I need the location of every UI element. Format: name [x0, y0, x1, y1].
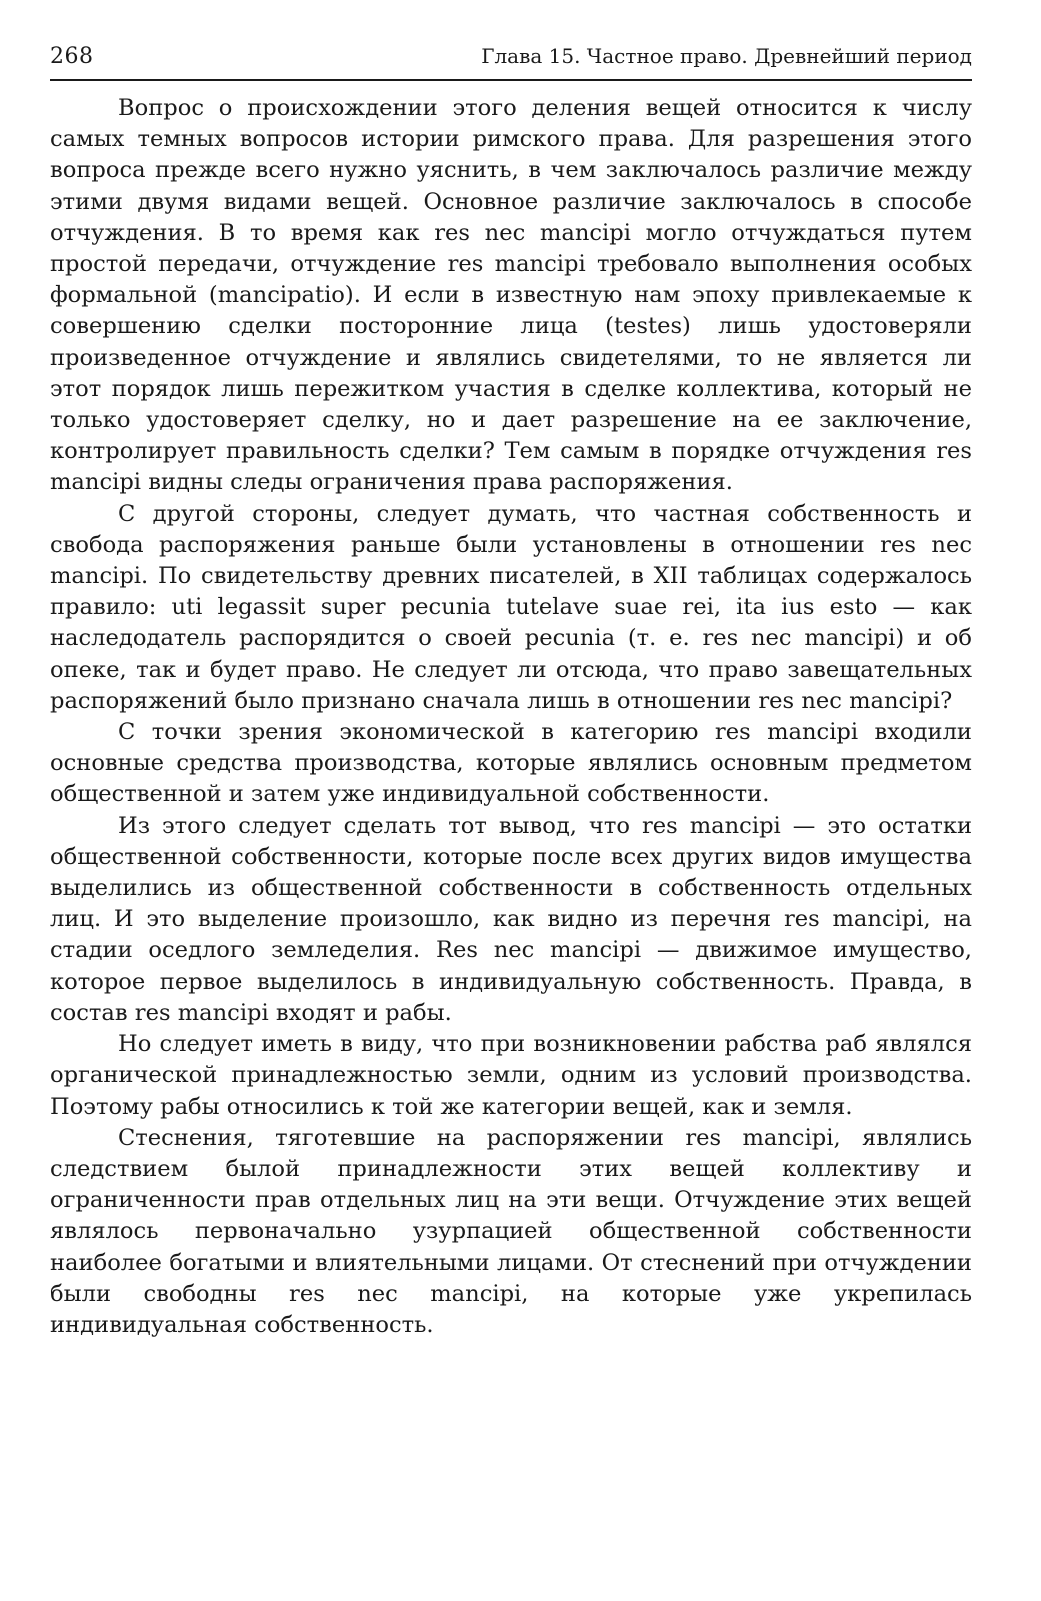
- paragraph: Но следует иметь в виду, что при возникновении рабства раб являлся органической принадлежностью земли, одним из условий производства. Поэтому рабы относились к той же категории вещей, как и земля.: [50, 1031, 972, 1120]
- paragraph: Стеснения, тяготевшие на распоряжении res mancipi, являлись следствием былой принадлежности этих вещей коллективу и ограниченности прав отдельных лиц на эти вещи. Отчуждение этих вещей являлось первоначально узурпацией общественной собственности наиболее богатыми и влиятельными лицами. От стеснений при отчуждении были свободны res nec mancipi, на которые уже укрепилась индивидуальная собственность.: [50, 1124, 972, 1338]
- book-page: [50, 40, 972, 1341]
- paragraph: С другой стороны, следует думать, что частная собственность и свобода распоряжения раньше были установлены в отношении res nec mancipi. По свидетельству древних писателей, в XII таблицах содержалось правило: uti legassit super pecunia tutelave suae rei, ita ius esto — как наследодатель распорядится о своей pecunia (т. е. res nec mancipi) и об опеке, так и будет право. Не следует ли отсюда, что право завещательных распоряжений было признано сначала лишь в отношении res nec mancipi?: [50, 500, 972, 714]
- body-text: [50, 93, 972, 1341]
- paragraph: С точки зрения экономической в категорию res mancipi входили основные средства производства, которые являлись основным предметом общественной и затем уже индивидуальной собственности.: [50, 719, 972, 808]
- page-number: 268: [50, 44, 94, 69]
- paragraph: Из этого следует сделать тот вывод, что res mancipi — это остатки общественной собственности, которые после всех других видов имущества выделились из общественной собственности в собственность отдельных лиц. И это выделение произошло, как видно из перечня res mancipi, на стадии оседлого земледелия. Res nec mancipi — движимое имущество, которое первое выделилось в индивидуальную собственность. Правда, в состав res mancipi входят и рабы.: [50, 812, 972, 1026]
- paragraph: Вопрос о происхождении этого деления вещей относится к числу самых темных вопросов истории римского права. Для разрешения этого вопроса прежде всего нужно уяснить, в чем заключалось различие между этими двумя видами вещей. Основное различие заключалось в способе отчуждения. В то время как res nec mancipi могло отчуждаться путем простой передачи, отчуждение res mancipi требовало выполнения особых формальной (mancipatio). И если в известную нам эпоху привлекаемые к совершению сделки посторонние лица (testes) лишь удостоверяли произведенное отчуждение и являлись свидетелями, то не является ли этот порядок лишь пережитком участия в сделке коллектива, который не только удостоверяет сделку, но и дает разрешение на ее заключение, контролирует правильность сделки? Тем самым в порядке отчуждения res mancipi видны следы ограничения права распоряжения.: [50, 95, 972, 496]
- chapter-title: Глава 15. Частное право. Древнейший период: [481, 44, 972, 68]
- running-header: [50, 40, 972, 81]
